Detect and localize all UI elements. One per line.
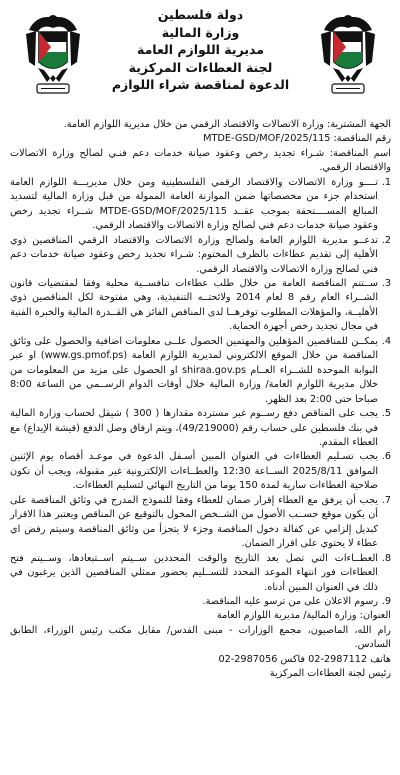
list-item [10, 277, 391, 335]
intro [10, 118, 391, 176]
item-number: 9. [381, 595, 391, 607]
item-text: ســتتم المناقصة العامة من خلال طلب عطاءات تنافســية محلية وفقا لمقتضيات قانون الشــراء العام رقم 8 لعام 2014 ولائحتــه التنفيذية، وهي مفتوحة لكل المناقصين ذوي الأهليــة، والمؤهلات المطلوب توفرهــا لدى المناقص الفائز هي القــدرة المالية والخبرة الفنية في مجال تجديد رخص أجهزة الحماية. [10, 277, 379, 333]
tender-name: اسم المناقصة: شـراء تجديد رخص وعقود صيانة خدمات دعم فنـي لصالح وزارة الاتصالات والاقتصاد الرقمي. [10, 147, 391, 174]
item-text: يجب أن يرفق مع العطاء إقرار ضمان للعطاء وفقا للنموذج المدرج في وثائق المناقصة على أن يكون موقع حســب الأصول من الشــخص المخول بالتوقيع عن المناقص ويعتبر هذا الاقرار كبديل إلزامي عن كفالة دخول المناقصة وجزء لا يتجزأ من وثائق المناقصة وسيتم رفض اي عطاء لا يحتوي على اقرار الضمان. [10, 494, 378, 550]
header-directorate: مديرية اللوازم العامة [136, 42, 264, 57]
item-number: 2. [381, 234, 391, 246]
signature-title: رئيس لجنة العطاءات المركزية [269, 668, 391, 680]
list-item [10, 450, 391, 493]
tender-number: رقم المناقصة: MTDE-GSD/MOF/2025/115 [203, 133, 391, 145]
item-number: 3. [381, 277, 391, 289]
list-item [10, 176, 391, 234]
item-number: 4. [381, 335, 391, 347]
header [10, 0, 391, 118]
purchasing-entity: الجهة المشترية: وزارة الاتصالات والاقتصاد الرقمي من خلال مديرية اللوازم العامة. [63, 119, 391, 130]
header-committee: لجنة العطاءات المركزية [128, 59, 273, 75]
item-text: العطــاءات التي تصل بعد التاريخ والوقت المحددين ســيتم اســتبعادها، وســيتم فتح العطاءات فور انتهاء الموعد المحدد للتســليم بحضور ممثلي المناقصين الذين يرغبون في ذلك في العنوان المبين أدناه. [10, 552, 378, 593]
item-text: تــــو وزارة الاتصالات والاقتصاد الرقمي الفلسطينية ومن خلال مديريـــة اللوازم العامة استخدام جزء من مخصصاتها ضمن الموازنة العامة الممولة من قبل وزارة المالية لتسديد المبالغ المســــتحقة بموجب عقــد MTDE-GSD/MOF/2025/115 شــراء تجديد رخص وعقود صيانة خدمات دعم فني لصالح وزارة الاتصالات والاقتصاد الرقمي. [10, 176, 378, 232]
phone-fax: هاتف 2987112-02 فاكس 2987056-02 [218, 653, 391, 665]
item-text: يجب تسـليم العطاءات في العنوان المبين أسـفل الدعوة في موعـد أقصاه يوم الإثنين الموافق 2025/8/11 الســاعة 12:30 والعطــاءات الإلكترونية غير مقبولة، ويجب أن تكون صلاحية العطاءات سارية لمدة 150 يوما من التاريخ النهائي لتسليم العطاءات. [10, 451, 379, 492]
list-item [10, 407, 391, 450]
item-text: يجب على المناقص دفع رســوم غير مستردة مقدارها ( 300 ) شيقل لحساب وزارة المالية في بنك فلسطين على حساب رقم (49/219000)، ويتم ارفاق وصل الدفع (قيشة الإيداع) مع العطاء المقدم. [10, 408, 378, 448]
item-number: 7. [381, 494, 391, 506]
header-country: دولة فلسطين [157, 7, 244, 22]
item-number: 1. [381, 176, 391, 188]
announcement-body [10, 118, 391, 682]
address: رام الله، الماصيون، مجمع الوزارات - مبنى القدس/ مقابل مكتب رئيس الوزراء، الطابق السادس. [10, 624, 391, 651]
header-titles [10, 6, 391, 94]
item-text: رسوم الاعلان على من ترسو عليه المناقصة. [202, 595, 378, 607]
item-text: تدعــو مديرية اللوازم العامة ولصالح وزارة الاتصالات والاقتصاد الرقمي المناقصين ذوي الأهلية إلى تقديم عطاءات بالظرف المختوم: شـراء تجديد رخص وعقود صيانة خدمات دعم فني لصالح وزارة الاتصالات والاقتصاد الرقمي. [10, 234, 378, 275]
item-number: 8. [381, 552, 391, 564]
list-item [10, 552, 391, 595]
header-ministry: وزارة المالية [161, 24, 240, 40]
list-item [10, 335, 391, 407]
terms-list [10, 176, 391, 610]
list-item [10, 595, 391, 609]
header-invitation: الدعوة لمناقصة شراء اللوازم [111, 77, 290, 92]
list-item [10, 234, 391, 277]
list-item [10, 494, 391, 552]
footer [10, 609, 391, 681]
item-text: يمكــن للمناقصين المؤهلين والمهتمين الحصول علــى معلومات اضافية والحصول على وثائق المناقصة من خلال الموقع الالكتروني لمديرية اللوازم العامة (www.gs.pmof.ps) او عبر البوابة الموحدة للشــراء العــام shiraa.gov.ps او الحصول على مزيد من المعلومات من خلال مديرية اللوازم العامة/ وزارة المالية خلال أوقات الدوام الرســمي من الساعة 8:00 صباحا حتى 2:00 بعد الظهر. [10, 335, 379, 405]
address-label: العنوان: وزارة المالية/ مديرية اللوازم العامة [216, 610, 391, 622]
item-number: 6. [381, 451, 391, 463]
item-number: 5. [381, 408, 391, 420]
